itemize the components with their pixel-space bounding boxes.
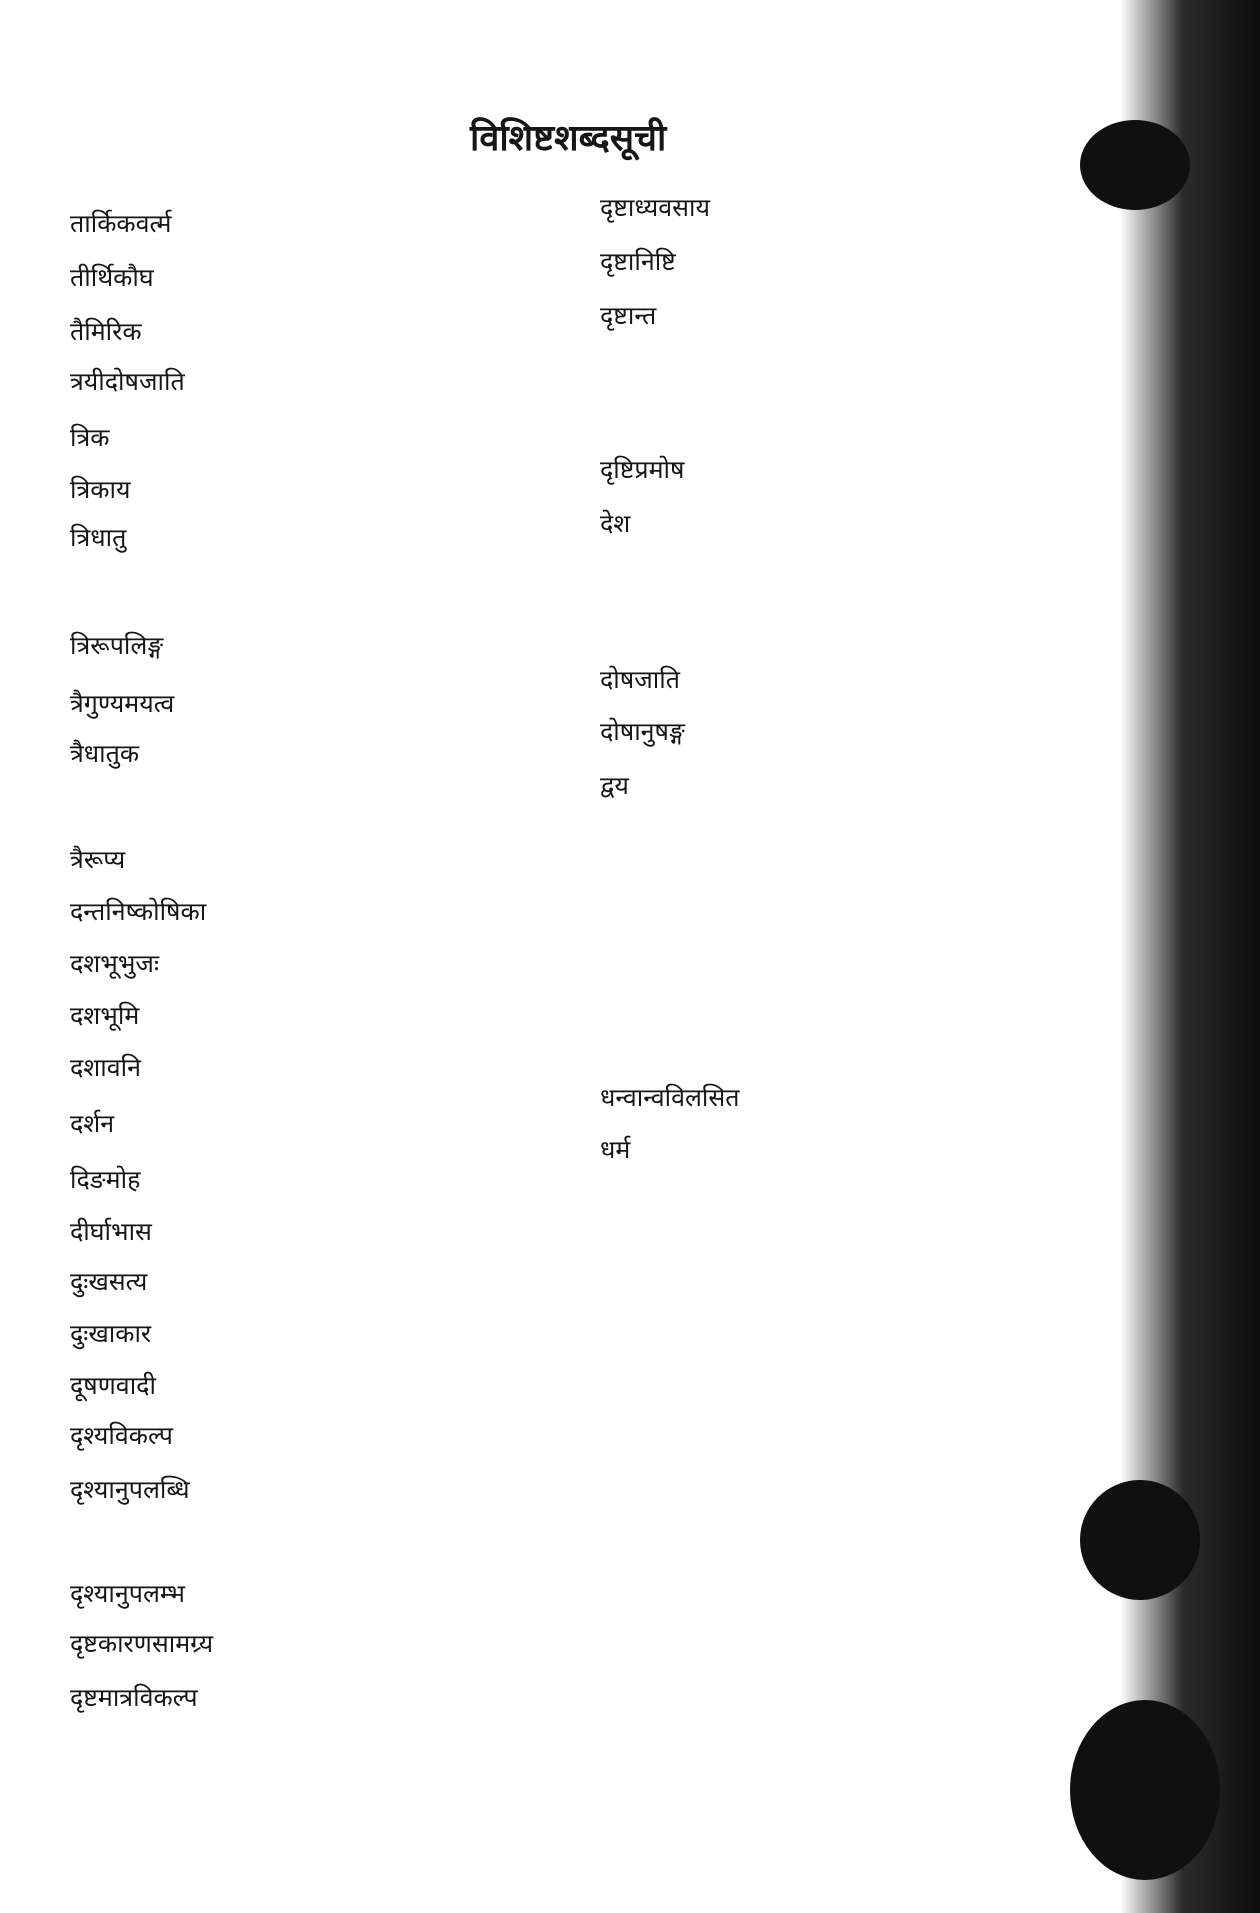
- index-term: दूषणवादी: [70, 1371, 156, 1400]
- page-edge-blotch: [1070, 1700, 1220, 1880]
- index-term: दन्तनिष्कोषिका: [70, 897, 207, 926]
- index-term: दृष्टानिष्टि: [600, 247, 676, 276]
- index-term: दृश्यविकल्प: [70, 1421, 173, 1450]
- index-term: धन्वान्वविलसित: [600, 1083, 740, 1112]
- index-term: दृश्यानुपलम्भ: [70, 1579, 185, 1608]
- index-term: दिङमोह: [70, 1165, 141, 1194]
- index-term: दृष्टाध्यवसाय: [600, 193, 711, 222]
- index-term: दृश्यानुपलब्धि: [70, 1475, 190, 1504]
- index-term: तार्किकवर्त्म: [70, 209, 172, 238]
- index-term: दोषजाति: [600, 665, 680, 694]
- index-term: त्रिक: [70, 423, 110, 452]
- index-term: दुःखाकार: [70, 1319, 152, 1348]
- index-term: त्रिकाय: [70, 475, 131, 504]
- index-term: दृष्टमात्रविकल्प: [70, 1683, 198, 1712]
- index-term: दृष्टिप्रमोष: [600, 455, 685, 484]
- index-term: दुःखसत्य: [70, 1267, 148, 1296]
- index-term: दीर्घाभास: [70, 1217, 152, 1246]
- index-term: दोषानुषङ्ग: [600, 717, 685, 746]
- index-term: त्रिधातु: [70, 523, 127, 552]
- index-term: त्रैरूप्य: [70, 845, 126, 874]
- index-term: त्रैधातुक: [70, 739, 140, 768]
- page-title: विशिष्टशब्दसूची: [470, 118, 667, 159]
- index-term: त्रिरूपलिङ्ग: [70, 631, 164, 660]
- page-edge-shadow: [1120, 0, 1260, 1913]
- index-term: दृष्टकारणसामग्र्य: [70, 1629, 214, 1658]
- index-term: त्रैगुण्यमयत्व: [70, 689, 175, 718]
- index-term: द्वय: [600, 771, 629, 800]
- index-term: दर्शन: [70, 1109, 115, 1138]
- index-term: दृष्टान्त: [600, 301, 657, 330]
- index-term: धर्म: [600, 1135, 631, 1164]
- index-term: दशभूभुजः: [70, 949, 160, 978]
- page-edge-blotch: [1080, 1480, 1200, 1600]
- index-term: तैमिरिक: [70, 317, 142, 346]
- index-term: दशभूमि: [70, 1001, 140, 1030]
- index-term: तीर्थिकौघ: [70, 263, 154, 292]
- index-term: देश: [600, 509, 631, 538]
- index-term: दशावनि: [70, 1053, 142, 1082]
- page-edge-blotch: [1080, 120, 1190, 210]
- index-term: त्रयीदोषजाति: [70, 367, 185, 396]
